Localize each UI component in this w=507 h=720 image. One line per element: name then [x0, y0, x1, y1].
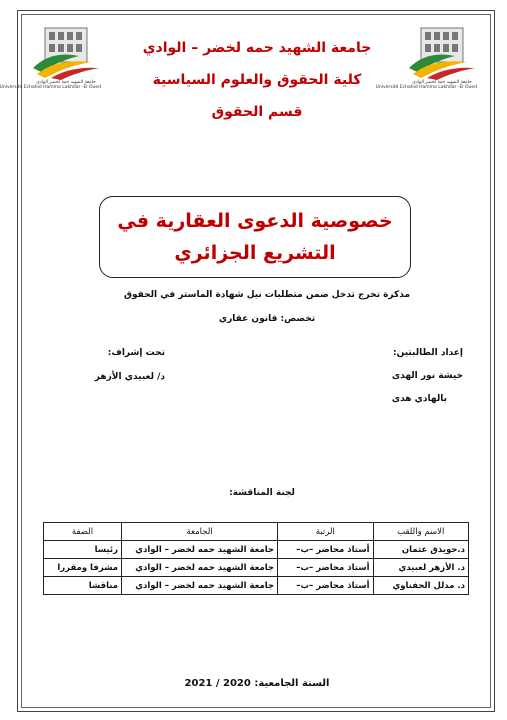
- logo-caption-fr: Université Echahid Hamma Lakhdar -El Oued: [0, 85, 101, 90]
- column-header-rank: الرتبة: [278, 523, 374, 541]
- column-header-role: الصفة: [44, 523, 122, 541]
- table-row: [44, 577, 469, 595]
- institution-header: [117, 36, 397, 132]
- member-rank: أستاذ محاضر –ب–: [278, 577, 374, 595]
- faculty-name: كلية الحقوق والعلوم السياسية: [152, 72, 362, 88]
- column-header-name: الاسم واللقب: [373, 523, 468, 541]
- committee-table: [43, 522, 469, 595]
- university-logo-right: [375, 22, 477, 90]
- member-rank: أستاذ محاضر –ب–: [278, 541, 374, 559]
- thesis-title: خصوصية الدعوى العقارية في التشريع الجزائري: [117, 210, 393, 264]
- supervisor-block: [55, 348, 165, 396]
- university-name: جامعة الشهيد حمه لخضر – الوادي: [142, 40, 372, 56]
- table-row: [44, 559, 469, 577]
- thesis-subtitle: مذكرة تخرج تدخل ضمن متطلبات نيل شهادة الماستر في الحقوق: [123, 290, 411, 300]
- student-name: بالهادي هدى: [391, 394, 447, 404]
- table-row: [44, 541, 469, 559]
- specialty: تخصص: قانون عقاري: [218, 314, 316, 324]
- logo-caption-ar: جامعة الشهيد حمه لخضر الوادي: [412, 80, 472, 85]
- member-university: جامعة الشهيد حمه لخضر – الوادي: [122, 559, 278, 577]
- university-logo-left: [0, 22, 101, 90]
- table-header-row: [44, 523, 469, 541]
- committee-label: لجنة المناقشة:: [229, 488, 295, 498]
- member-university: جامعة الشهيد حمه لخضر – الوادي: [122, 541, 278, 559]
- students-label: إعداد الطالبتين:: [393, 348, 463, 358]
- university-building-logo-icon: [407, 22, 477, 80]
- member-name: د. الأزهر لعبيدي: [373, 559, 468, 577]
- supervisor-name: د/ لعبيدي الأزهر: [94, 372, 165, 382]
- academic-year: السنة الجامعية: 2020 / 2021: [184, 678, 330, 689]
- student-name: خيشة نور الهدى: [391, 371, 463, 381]
- students-block: [392, 348, 463, 417]
- member-university: جامعة الشهيد حمه لخضر – الوادي: [122, 577, 278, 595]
- university-building-logo-icon: [31, 22, 101, 80]
- member-role: مناقشا: [44, 577, 122, 595]
- supervisor-label: تحت إشراف:: [107, 348, 165, 358]
- logo-caption-fr: Université Echahid Hamma Lakhdar -El Oued: [375, 85, 477, 90]
- thesis-title-box: [99, 196, 411, 278]
- column-header-university: الجامعة: [122, 523, 278, 541]
- department-name: قسم الحقوق: [211, 104, 303, 120]
- member-role: مشرفا ومقررا: [44, 559, 122, 577]
- member-role: رئيسا: [44, 541, 122, 559]
- member-rank: أستاذ محاضر –ب–: [278, 559, 374, 577]
- logo-caption-ar: جامعة الشهيد حمه لخضر الوادي: [36, 80, 96, 85]
- member-name: د. مدلل الحفناوي: [373, 577, 468, 595]
- member-name: د.حويذق عثمان: [373, 541, 468, 559]
